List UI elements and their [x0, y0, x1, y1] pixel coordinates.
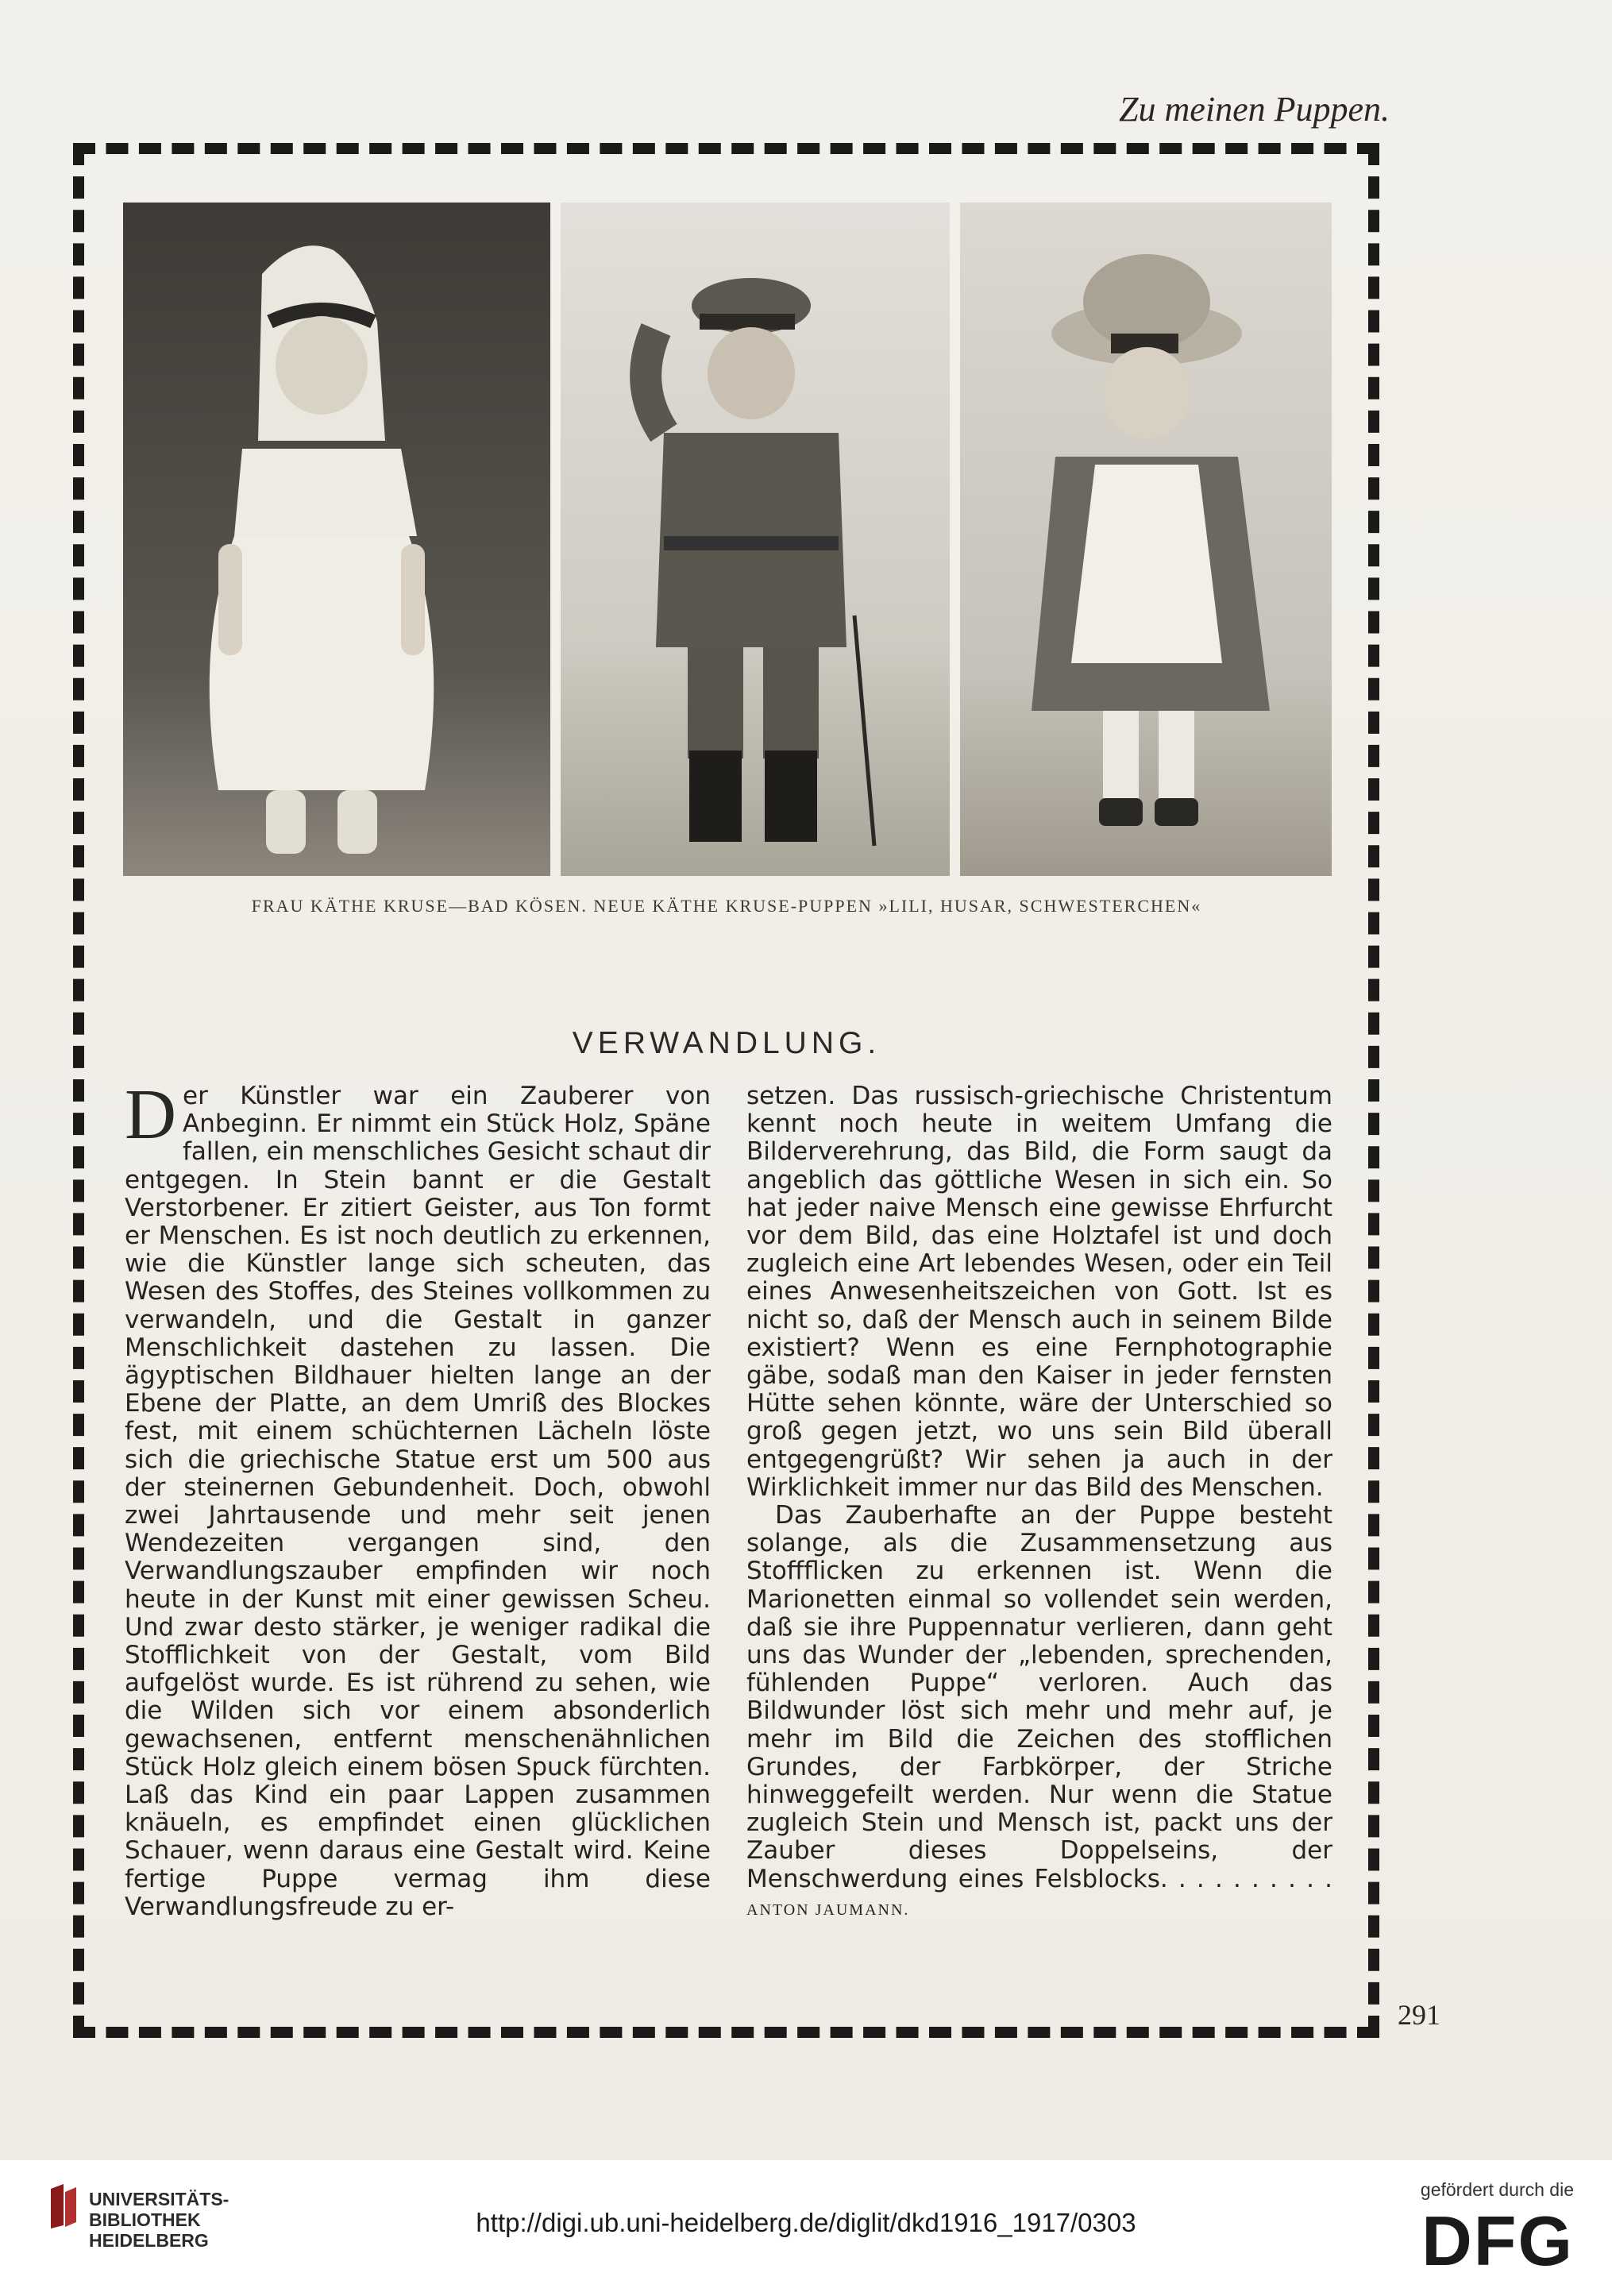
- running-title: Zu meinen Puppen.: [1119, 90, 1390, 129]
- institution-line: BIBLIOTHEK: [89, 2209, 201, 2230]
- footer-bar: [0, 2160, 1612, 2296]
- photo-doll-lili: [123, 203, 550, 876]
- photo-doll-husar: [561, 203, 950, 876]
- paragraph: [746, 1502, 1332, 1924]
- text-column-right: [746, 1082, 1332, 1924]
- drop-cap: D: [125, 1075, 176, 1154]
- paragraph-text: er Künstler war ein Zauberer von Anbeginn. Er nimmt ein Stück Holz, Späne fallen, ein menschliches Gesicht schaut dir entgegen. In Stein bannt er die Gestalt Verstorbener. Er zitiert Geister, aus Ton formt er Menschen. Es ist noch deutlich zu erkennen, wie die Künstler lange sich scheuten, das Wesen des Stoffes, des Steines vollkommen zu verwandeln, und die Gestalt in ganzer Menschlichkeit dastehen zu lassen. Die ägyptischen Bildhauer hielten lange an der Ebene der Platte, an dem Umriß des Blockes fest, mit einem schüchternen Lächeln löste sich die griechische Statue erst um 500 aus der steinernen Gebundenheit. Doch, obwohl zwei Jahrtausende und mehr seit jenen Wendezeiten vergangen sind, den Verwandlungszauber empfinden wir noch heute in der Kunst mit einer gewissen Scheu. Und zwar desto stärker, je weniger radikal die Stofflichkeit von der Gestalt, vom Bild aufgelöst wurde. Es ist rührend zu sehen, wie die Wilden sich vor einem absonderlich gewachsenen, entfernt menschenähnlichen Stück Holz gleich einem bösen Spuck fürchten. Laß das Kind ein paar Lappen zusammen knäueln, es empfindet einen glücklichen Schauer, wenn daraus eine Gestalt wird. Keine fertige Puppe vermag ihm diese Verwandlungsfreude zu er-: [125, 1082, 711, 1921]
- paragraph-text: Das Zauberhafte an der Puppe besteht solange, als die Zusammensetzung aus Stoffflicken zu erkennen ist. Wenn die Marionetten einmal so vollendet sein werden, daß sie ihre Puppennatur verlieren, dann geht uns das Wunder der „lebenden, sprechenden, fühlenden Puppe“ verloren. Auch das Bildwunder löst sich mehr und mehr auf, je mehr im Bild die Zeichen des stofflichen Grundes, der Farbkörper, der Striche hinweggefeilt werden. Nur wenn die Statue zugleich Stein und Mensch ist, packt uns der Zauber dieses Doppelseins, der Menschwerdung eines Felsblocks: [746, 1501, 1332, 1893]
- institution-line: HEIDELBERG: [89, 2230, 209, 2251]
- text-column-left: [125, 1075, 711, 1921]
- article-title: VERWANDLUNG.: [572, 1026, 881, 1060]
- leader-dots: . . . . . . . . . .: [1159, 1864, 1332, 1893]
- funded-by-label: gefördert durch die: [1420, 2179, 1574, 2200]
- institution-line: UNIVERSITÄTS-: [89, 2189, 229, 2209]
- page-number: 291: [1398, 1999, 1440, 2031]
- source-url[interactable]: http://digi.ub.uni-heidelberg.de/diglit/dkd1916_1917/0303: [476, 2208, 1136, 2237]
- photo-doll-schwesterchen: [960, 203, 1332, 876]
- paragraph: [125, 1075, 711, 1921]
- photo-plate: [123, 203, 1332, 876]
- author-signature: ANTON JAUMANN.: [746, 1900, 910, 1919]
- dfg-logo: DFG: [1421, 2201, 1574, 2280]
- paragraph: setzen. Das russisch-griechische Christentum kennt noch heute in weitem Umfang die Bilderverehrung, das Bild, die Form saugt da angeblich das göttliche Wesen in sich ein. So hat jeder naive Mensch eine gewisse Ehrfurcht vor dem Bild, das eine Holztafel ist und doch zugleich eine Art lebendes Wesen, oder ein Teil eines Anwesenheitszeichen von Gott. Ist es nicht so, daß der Mensch auch in seinem Bilde existiert? Wenn es eine Fernphotographie gäbe, sodaß man den Kaiser in jeder fernsten Hütte sehen könnte, wäre der Unterschied so groß gegen jetzt, wo uns sein Bild überall entgegengrüßt? Wir sehen ja auch in der Wirklichkeit immer nur das Bild des Menschen.: [746, 1082, 1332, 1502]
- figure-caption: FRAU KÄTHE KRUSE—BAD KÖSEN. NEUE KÄTHE KRUSE-PUPPEN »LILI, HUSAR, SCHWESTERCHEN«: [251, 896, 1202, 916]
